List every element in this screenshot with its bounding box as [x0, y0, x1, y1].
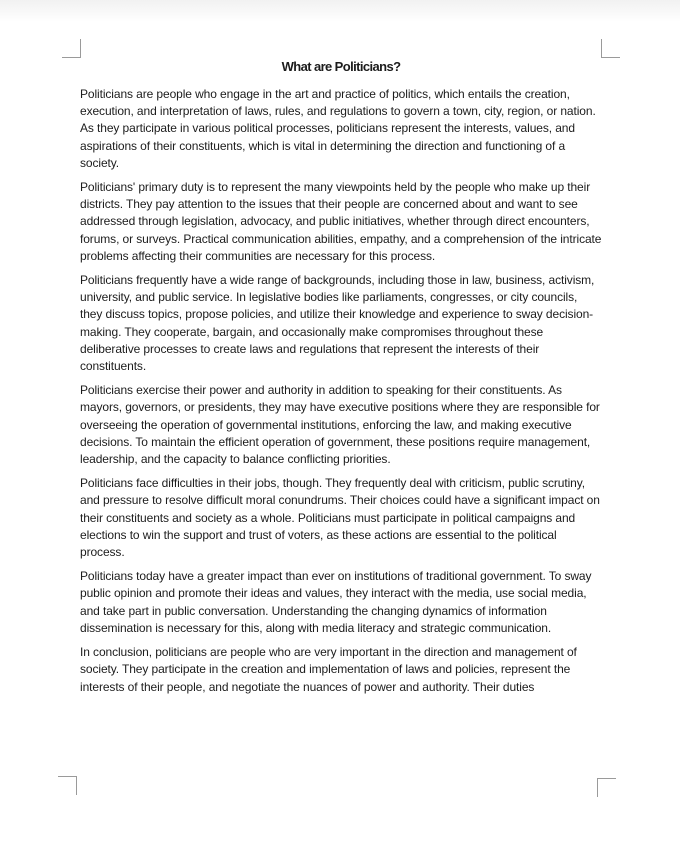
paragraph: Politicians frequently have a wide range of backgrounds, including those in law, business, activism, university, and public service. In legislative bodies like parliaments, congresses, or city councils, they discuss topics, propose policies, and utilize their knowledge and experience to sway decision-making. They cooperate, bargain, and occasionally make compromises throughout these deliberative processes to create laws and regulations that represent the interests of their constituents.: [80, 273, 595, 374]
paragraph: In conclusion, politicians are people who are very important in the direction and management of society. They participate in the creation and implementation of laws and policies, represent the interests of their people, and negotiate the nuances of power and authority. Their duties: [80, 645, 577, 694]
page-top-edge: [0, 0, 680, 22]
document-body[interactable]: [80, 58, 602, 703]
paragraph: Politicians exercise their power and authority in addition to speaking for their constituents. As mayors, governors, or presidents, they may have executive positions where they are responsible for overseeing the operation of governmental institutions, enforcing the law, and making executive decisions. To maintain the efficient operation of government, these positions require management, leadership, and the capacity to balance conflicting priorities.: [80, 383, 600, 467]
paragraph: Politicians are people who engage in the art and practice of politics, which entails the creation, execution, and interpretation of laws, rules, and regulations to govern a town, city, region, or nation. As they participate in various political processes, politicians represent the interests, values, and aspirations of their constituents, which is vital in determining the direction and functioning of a society.: [80, 87, 596, 170]
margin-corner-mark-bottom-right: [597, 778, 616, 797]
paragraph: Politicians' primary duty is to represent the many viewpoints held by the people who make up their districts. They pay attention to the issues that their people are concerned about and want to see addressed through legislation, advocacy, and public initiatives, whether through direct encounters, forums, or surveys. Practical communication abilities, empathy, and a comprehension of the intricate problems affecting their communities are necessary for this process.: [80, 180, 602, 263]
margin-corner-mark-bottom-left: [58, 776, 77, 795]
margin-corner-mark-top-left: [62, 39, 81, 58]
margin-corner-mark-top-right: [601, 39, 620, 58]
document-title: What are Politicians?: [281, 59, 401, 74]
paragraph: Politicians face difficulties in their jobs, though. They frequently deal with criticism, public scrutiny, and pressure to resolve difficult moral conundrums. Their choices could have a significant impact on their constituents and society as a whole. Politicians must participate in political campaigns and elections to win the support and trust of voters, as these actions are essential to the political process.: [80, 476, 600, 560]
paragraph: Politicians today have a greater impact than ever on institutions of traditional government. To sway public opinion and promote their ideas and values, they interact with the media, use social media, and take part in public conversation. Understanding the changing dynamics of information dissemination is necessary for this, along with media literacy and strategic communication.: [80, 569, 592, 635]
